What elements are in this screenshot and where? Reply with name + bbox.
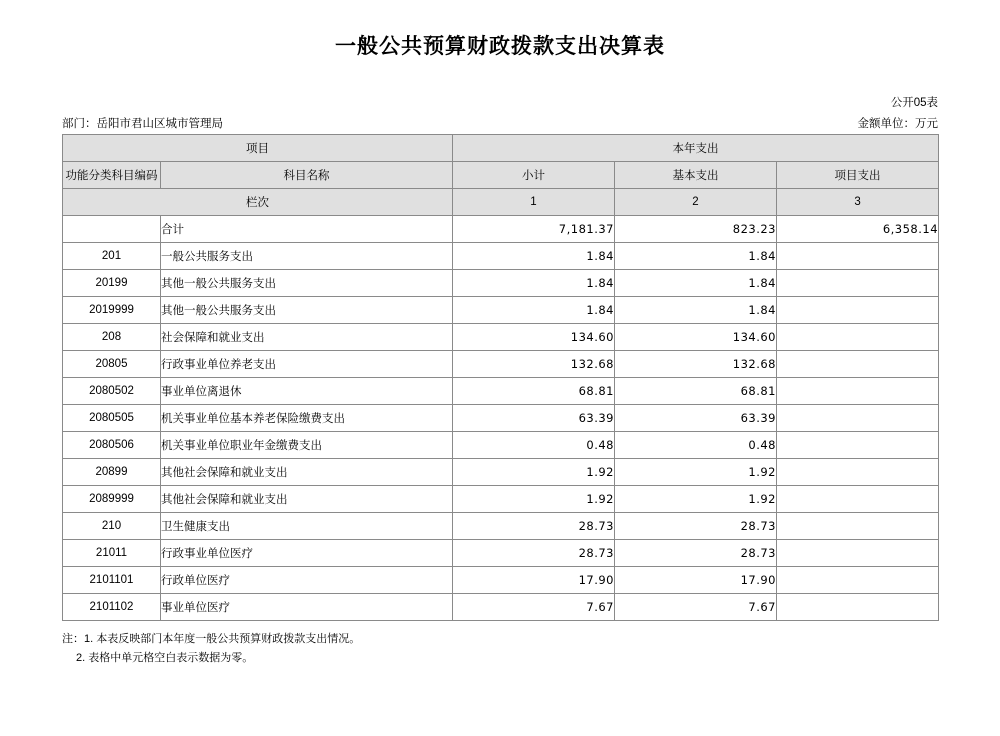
- cell-code: 2019999: [63, 297, 161, 324]
- cell-subtotal: 1.84: [453, 243, 615, 270]
- cell-project: [777, 540, 939, 567]
- table-row: [63, 378, 939, 405]
- table-row: [63, 486, 939, 513]
- cell-code: 208: [63, 324, 161, 351]
- cell-code: 2080505: [63, 405, 161, 432]
- header-col-name: 科目名称: [161, 162, 453, 189]
- cell-code: 2089999: [63, 486, 161, 513]
- table-row: [63, 459, 939, 486]
- cell-code: 201: [63, 243, 161, 270]
- cell-code: 2101102: [63, 594, 161, 621]
- table-header-row-cols: [63, 162, 939, 189]
- table-row: [63, 270, 939, 297]
- cell-project: 6,358.14: [777, 216, 939, 243]
- cell-basic: 1.84: [615, 243, 777, 270]
- table-row: [63, 594, 939, 621]
- cell-subtotal: 17.90: [453, 567, 615, 594]
- cell-name: 其他一般公共服务支出: [161, 297, 453, 324]
- cell-project: [777, 432, 939, 459]
- cell-subtotal: 1.92: [453, 486, 615, 513]
- cell-code: 2080506: [63, 432, 161, 459]
- cell-name: 合计: [161, 216, 453, 243]
- department-label: 部门：岳阳市君山区城市管理局: [62, 118, 223, 130]
- cell-project: [777, 324, 939, 351]
- cell-name: 其他社会保障和就业支出: [161, 486, 453, 513]
- table-notes: [62, 630, 360, 667]
- cell-name: 其他社会保障和就业支出: [161, 459, 453, 486]
- cell-name: 事业单位离退休: [161, 378, 453, 405]
- page-title: 一般公共预算财政拨款支出决算表: [335, 33, 665, 58]
- cell-code: 2101101: [63, 567, 161, 594]
- cell-name: 机关事业单位职业年金缴费支出: [161, 432, 453, 459]
- cell-basic: 1.92: [615, 486, 777, 513]
- cell-project: [777, 405, 939, 432]
- col-number-3: 3: [777, 189, 939, 216]
- cell-code: 21011: [63, 540, 161, 567]
- table-row: [63, 432, 939, 459]
- table-column-number-row: [63, 189, 939, 216]
- cell-subtotal: 1.84: [453, 297, 615, 324]
- cell-name: 其他一般公共服务支出: [161, 270, 453, 297]
- table-row: [63, 324, 939, 351]
- meta-row: [62, 115, 938, 131]
- table-row: [63, 567, 939, 594]
- cell-subtotal: 1.92: [453, 459, 615, 486]
- cell-basic: 134.60: [615, 324, 777, 351]
- cell-name: 社会保障和就业支出: [161, 324, 453, 351]
- header-group-right: 本年支出: [453, 135, 939, 162]
- cell-subtotal: 0.48: [453, 432, 615, 459]
- table-header-row-group: [63, 135, 939, 162]
- note-line-2: 2. 表格中单元格空白表示数据为零。: [76, 651, 254, 664]
- cell-project: [777, 297, 939, 324]
- cell-basic: 1.84: [615, 270, 777, 297]
- header-col-code: 功能分类科目编码: [63, 162, 161, 189]
- cell-name: 卫生健康支出: [161, 513, 453, 540]
- table-row: [63, 540, 939, 567]
- document-page: [0, 30, 1000, 736]
- cell-name: 行政事业单位养老支出: [161, 351, 453, 378]
- cell-subtotal: 63.39: [453, 405, 615, 432]
- cell-code: 2080502: [63, 378, 161, 405]
- header-col-subtotal: 小计: [453, 162, 615, 189]
- header-col-basic: 基本支出: [615, 162, 777, 189]
- cell-subtotal: 132.68: [453, 351, 615, 378]
- budget-table: [62, 134, 939, 621]
- cell-name: 行政单位医疗: [161, 567, 453, 594]
- table-row: [63, 297, 939, 324]
- cell-subtotal: 7.67: [453, 594, 615, 621]
- cell-subtotal: 7,181.37: [453, 216, 615, 243]
- cell-basic: 68.81: [615, 378, 777, 405]
- col-number-2: 2: [615, 189, 777, 216]
- cell-subtotal: 1.84: [453, 270, 615, 297]
- cell-subtotal: 68.81: [453, 378, 615, 405]
- cell-basic: 132.68: [615, 351, 777, 378]
- cell-name: 一般公共服务支出: [161, 243, 453, 270]
- form-code: 公开05表: [890, 97, 938, 109]
- cell-code: 210: [63, 513, 161, 540]
- cell-project: [777, 513, 939, 540]
- note-line-1: 注：1. 本表反映部门本年度一般公共预算财政拨款支出情况。: [62, 633, 361, 645]
- cell-subtotal: 28.73: [453, 540, 615, 567]
- cell-project: [777, 459, 939, 486]
- cell-name: 行政事业单位医疗: [161, 540, 453, 567]
- col-number-1: 1: [453, 189, 615, 216]
- cell-basic: 0.48: [615, 432, 777, 459]
- row-label-lanci: 栏次: [63, 189, 453, 216]
- cell-basic: 28.73: [615, 540, 777, 567]
- cell-name: 事业单位医疗: [161, 594, 453, 621]
- header-col-project: 项目支出: [777, 162, 939, 189]
- cell-subtotal: 134.60: [453, 324, 615, 351]
- cell-code: 20199: [63, 270, 161, 297]
- cell-project: [777, 351, 939, 378]
- table-row: [63, 405, 939, 432]
- cell-name: 机关事业单位基本养老保险缴费支出: [161, 405, 453, 432]
- table-row: [63, 351, 939, 378]
- cell-project: [777, 594, 939, 621]
- cell-subtotal: 28.73: [453, 513, 615, 540]
- cell-code: 20899: [63, 459, 161, 486]
- table-row: [63, 216, 939, 243]
- table-row: [63, 243, 939, 270]
- header-group-left: 项目: [63, 135, 453, 162]
- cell-code: [63, 216, 161, 243]
- table-row: [63, 513, 939, 540]
- unit-label: 金额单位：万元: [857, 118, 938, 130]
- cell-project: [777, 567, 939, 594]
- cell-project: [777, 243, 939, 270]
- cell-code: 20805: [63, 351, 161, 378]
- cell-basic: 17.90: [615, 567, 777, 594]
- cell-basic: 823.23: [615, 216, 777, 243]
- cell-basic: 7.67: [615, 594, 777, 621]
- cell-basic: 1.92: [615, 459, 777, 486]
- cell-project: [777, 486, 939, 513]
- cell-project: [777, 378, 939, 405]
- cell-basic: 1.84: [615, 297, 777, 324]
- cell-basic: 28.73: [615, 513, 777, 540]
- cell-basic: 63.39: [615, 405, 777, 432]
- cell-project: [777, 270, 939, 297]
